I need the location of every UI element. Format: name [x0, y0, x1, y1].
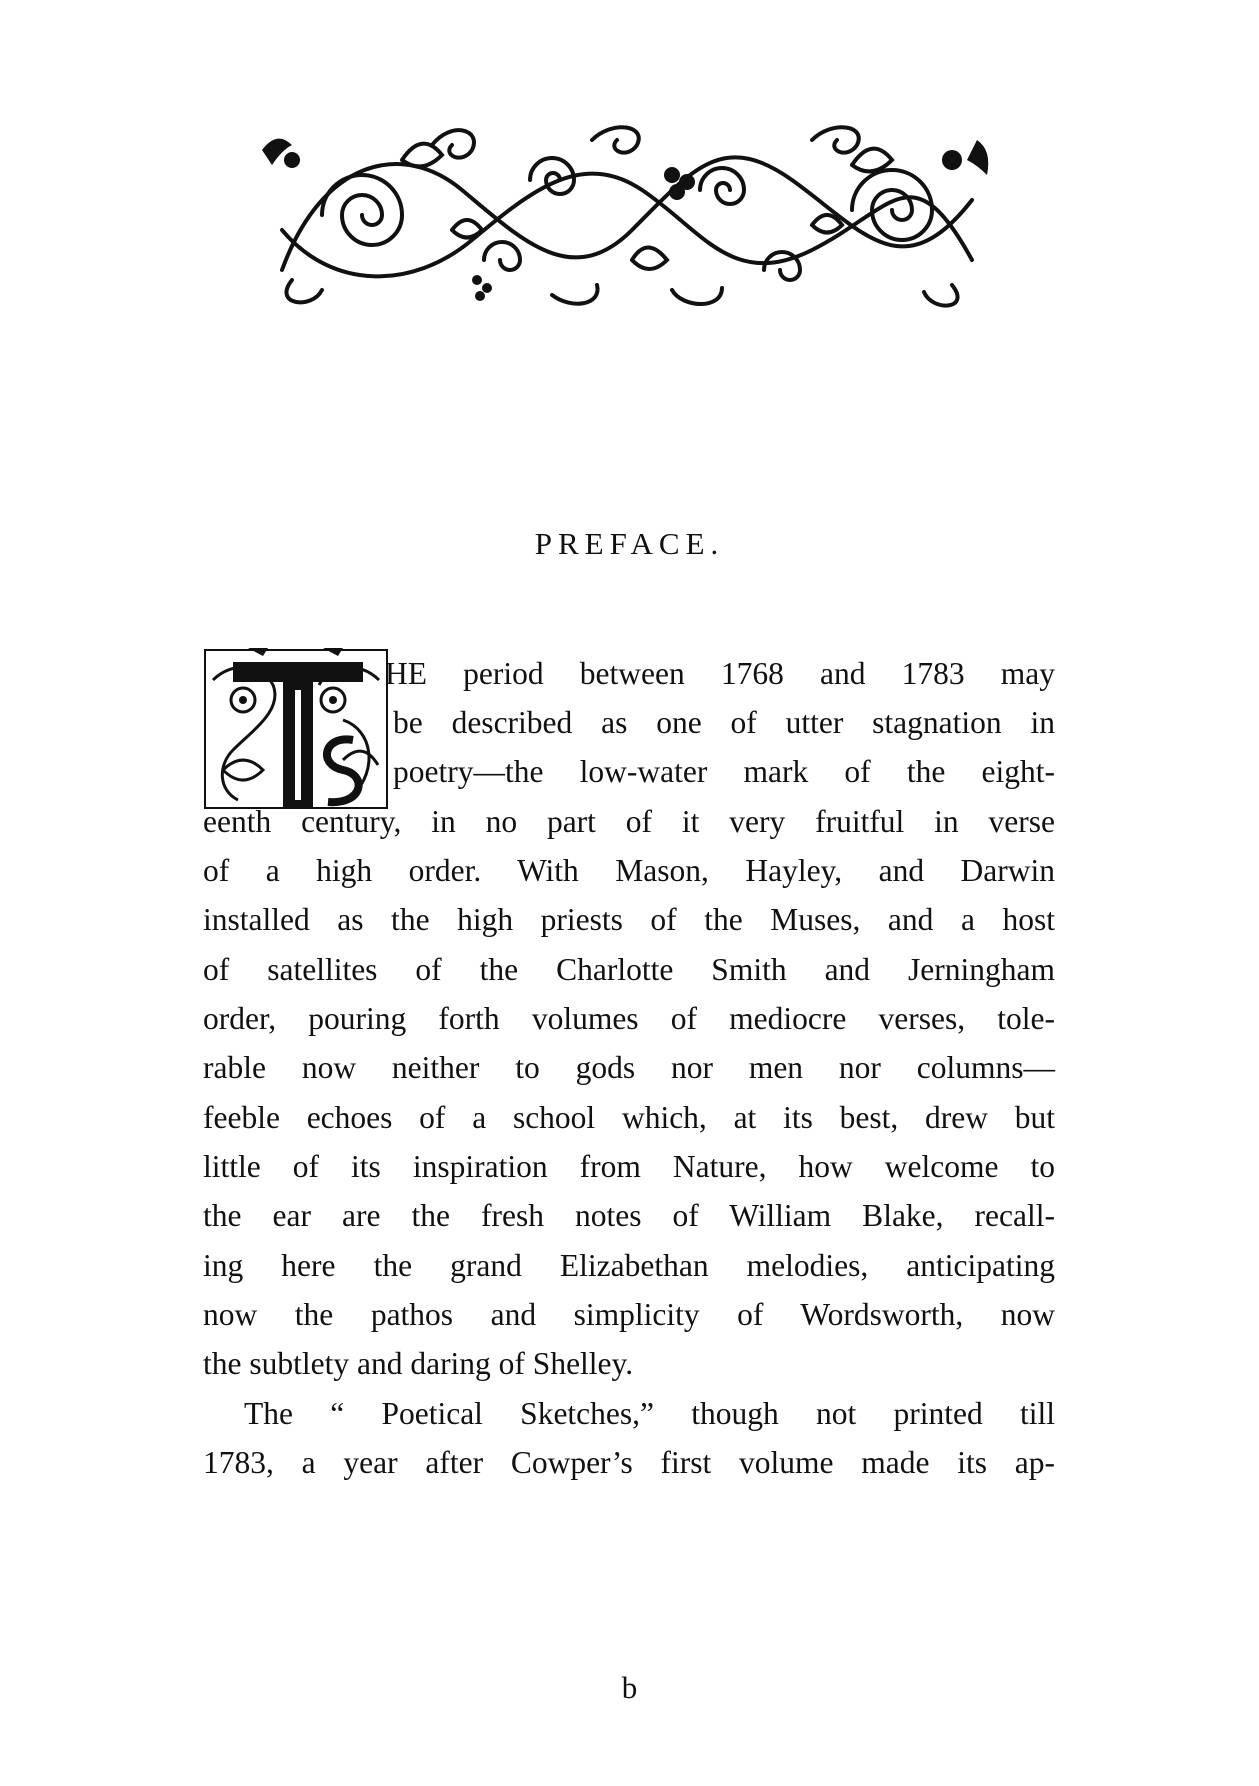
- text-line-12: the ear are the fresh notes of William Blake, recall-: [203, 1198, 1055, 1233]
- text-line-5: of a high order. With Mason, Hayley, and Darwin: [203, 853, 1055, 888]
- initial-letter: [0, 0, 1, 1]
- text-line-2: be described as one of utter stagnation in: [393, 705, 1055, 740]
- text-line-14: now the pathos and simplicity of Wordsworth, now: [203, 1297, 1055, 1332]
- signature-mark: b: [621, 1670, 638, 1705]
- decorated-initial-t: [203, 640, 389, 810]
- text-line-13: ing here the grand Elizabethan melodies, anticipating: [203, 1248, 1055, 1283]
- text-line-17: 1783, a year after Cowper’s first volume made its ap-: [203, 1445, 1055, 1480]
- text-line-6: installed as the high priests of the Muses, and a host: [203, 902, 1055, 937]
- text-line-4: eenth century, in no part of it very fruitful in verse: [203, 804, 1055, 839]
- text-line-10: feeble echoes of a school which, at its best, drew but: [203, 1100, 1055, 1135]
- text-line-3: poetry—the low-water mark of the eight-: [393, 754, 1055, 789]
- text-line-7: of satellites of the Charlotte Smith and Jerningham: [203, 952, 1055, 987]
- text-line-8: order, pouring forth volumes of mediocre verses, tole-: [203, 1001, 1055, 1036]
- ornamental-headpiece: [252, 120, 998, 310]
- text-line-15: the subtlety and daring of Shelley.: [203, 1346, 634, 1381]
- page-title: PREFACE.: [534, 525, 725, 561]
- text-line-16: The “ Poetical Sketches,” though not printed till: [244, 1396, 1055, 1431]
- text-line-1: HE period between 1768 and 1783 may: [385, 656, 1055, 691]
- text-line-11: little of its inspiration from Nature, how welcome to: [203, 1149, 1055, 1184]
- text-line-9: rable now neither to gods nor men nor columns—: [203, 1050, 1055, 1085]
